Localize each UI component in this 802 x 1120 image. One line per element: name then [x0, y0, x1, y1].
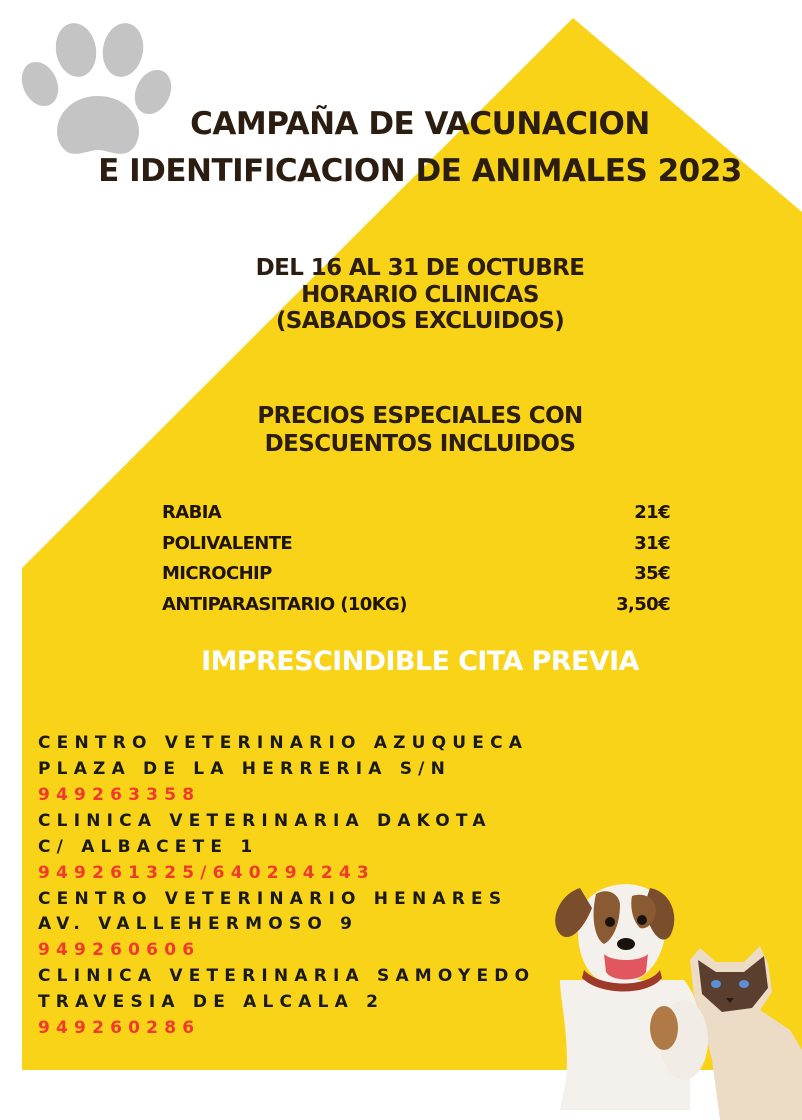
- prices-heading-line-1: PRECIOS ESPECIALES CON: [257, 403, 583, 429]
- clinic-address: AV. VALLEHERMOSO 9: [38, 914, 359, 934]
- price-item: MICROCHIP: [162, 563, 272, 584]
- clinic-address: PLAZA DE LA HERRERIA S/N: [38, 759, 452, 779]
- price-value: 3,50€: [616, 594, 670, 615]
- clinic-name: CLINICA VETERINARIA SAMOYEDO: [38, 966, 536, 986]
- clinic-address: C/ ALBACETE 1: [38, 837, 259, 857]
- clinic-name: CENTRO VETERINARIO HENARES: [38, 889, 508, 909]
- price-item: ANTIPARASITARIO (10KG): [162, 594, 407, 615]
- clinic-phone: 949260606: [38, 940, 201, 960]
- title-line-2: E IDENTIFICACION DE ANIMALES 2023: [98, 153, 742, 189]
- clinic-phone: 949260286: [38, 1018, 201, 1038]
- price-item: RABIA: [162, 502, 222, 523]
- schedule-hours: HORARIO CLINICAS: [301, 282, 539, 308]
- price-item: POLIVALENTE: [162, 533, 293, 554]
- clinic-phone: 949261325/640294243: [38, 863, 375, 883]
- schedule-note: (SABADOS EXCLUIDOS): [275, 308, 565, 334]
- title-line-1: CAMPAÑA DE VACUNACION: [190, 106, 650, 142]
- schedule-dates: DEL 16 AL 31 DE OCTUBRE: [255, 255, 585, 281]
- clinic-address: TRAVESIA DE ALCALA 2: [38, 992, 385, 1012]
- clinic-name: CLINICA VETERINARIA DAKOTA: [38, 811, 492, 831]
- price-value: 31€: [634, 533, 670, 554]
- appointment-required-banner: IMPRESCINDIBLE CITA PREVIA: [201, 646, 639, 677]
- prices-heading-line-2: DESCUENTOS INCLUIDOS: [264, 431, 576, 457]
- price-value: 35€: [634, 563, 670, 584]
- clinic-name: CENTRO VETERINARIO AZUQUECA: [38, 733, 529, 753]
- dog-illustration: [555, 884, 708, 1110]
- clinic-phone: 949263358: [38, 785, 201, 805]
- price-value: 21€: [634, 502, 670, 523]
